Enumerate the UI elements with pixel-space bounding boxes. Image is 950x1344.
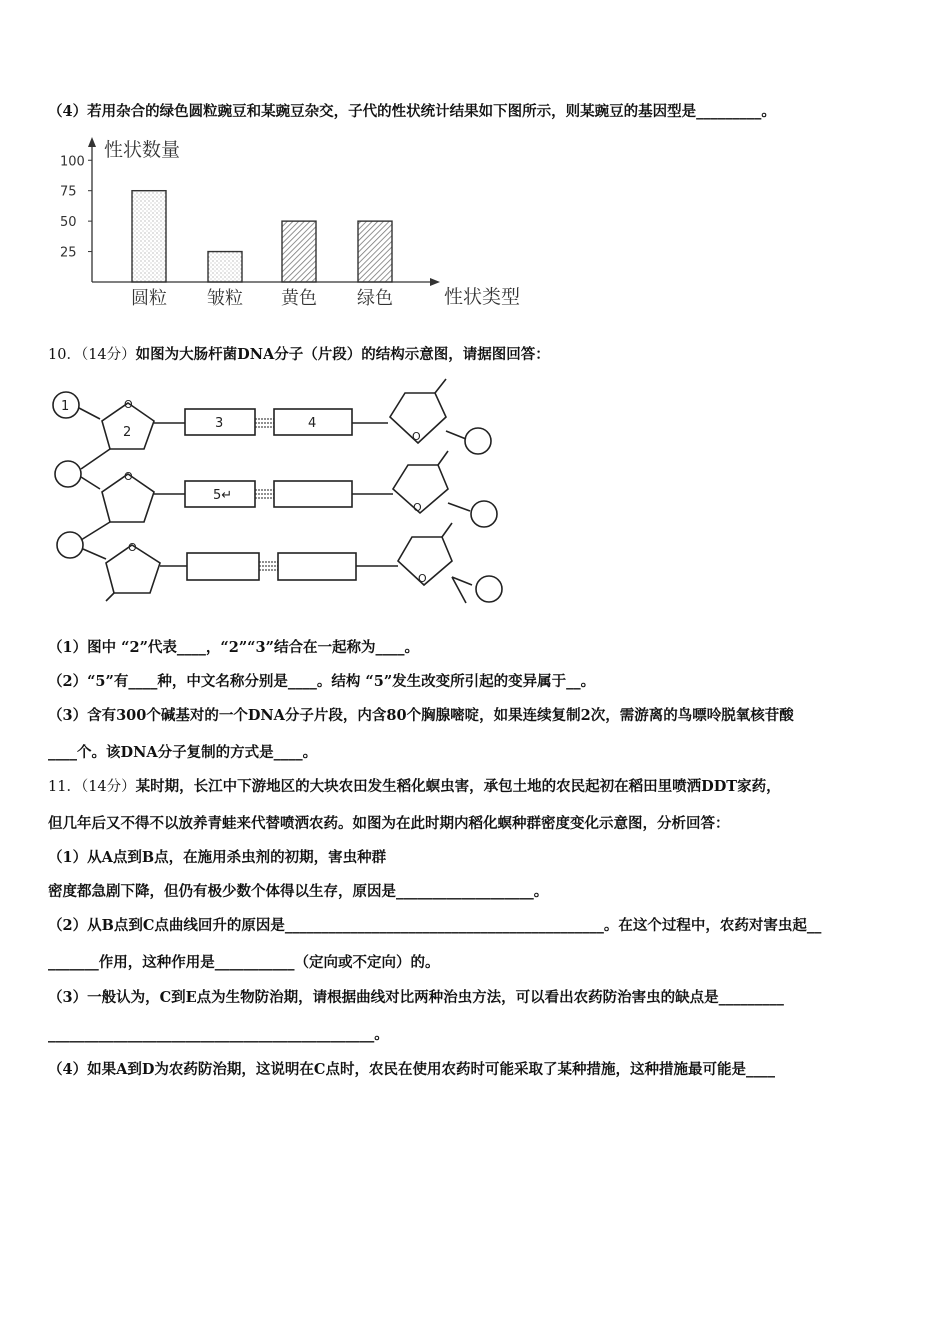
oxygen-6: O: [418, 572, 427, 585]
y-tick-label: 75: [60, 184, 77, 200]
q9-part4: （4）若用杂合的绿色圆粒豌豆和某豌豆杂交，子代的性状统计结果如下图所示，则某豌豆的基因型是_________。: [48, 103, 776, 120]
x-axis-arrow: [430, 278, 440, 286]
q10-part2: （2）“5”有____种，中文名称分别是____。结构 “5”发生改变所引起的变异属于__。: [48, 673, 596, 690]
q10-part1: （1）图中 “2”代表____，“2”“3”结合在一起称为____。: [48, 639, 419, 656]
label-3: 3: [215, 416, 224, 431]
q10-stem-text: 如图为大肠杆菌DNA分子（片段）的结构示意图，请据图回答：: [135, 346, 550, 363]
oxygen-1: O: [124, 398, 133, 411]
q11-stem-a-text: 某时期，长江中下游地区的大块农田发生稻化螟虫害，承包土地的农民起初在稻田里喷洒DDT家药，: [135, 778, 781, 795]
q11-part1a: （1）从A点到B点，在施用杀虫剂的初期，害虫种群: [48, 849, 387, 866]
y-axis-label: 性状数量: [104, 139, 181, 161]
q11-part2a: （2）从B点到C点曲线回升的原因是____________________________________________。在这个过程中，农药对害虫起__: [48, 917, 822, 934]
category-labels: [131, 288, 393, 309]
label-4: 4: [308, 416, 317, 431]
q10-part3b: ____个。该DNA分子复制的方式是____。: [48, 744, 318, 761]
q11-stem-a: [48, 777, 781, 797]
q11-score: （14分）: [80, 779, 136, 795]
q10-number: 10．: [48, 347, 81, 363]
q11-part3b: _____________________________________________。: [48, 1026, 389, 1043]
bar-4: [358, 221, 392, 282]
y-axis-arrow: [88, 137, 96, 147]
oxygen-5: O: [128, 541, 137, 554]
category-label-1: 圆粒: [131, 288, 167, 309]
q11-part1b: 密度都急剧下降，但仍有极少数个体得以生存，原因是___________________。: [48, 883, 549, 900]
q11-number: 11．: [48, 779, 81, 795]
category-label-3: 黄色: [281, 288, 317, 309]
bar-1: [132, 191, 166, 282]
oxygen-4: O: [413, 501, 422, 514]
category-label-4: 绿色: [357, 288, 393, 309]
label-1: 1: [61, 399, 70, 414]
q10-part3a: （3）含有300个碱基对的一个DNA分子片段，内含80个胸腺嘧啶，如果连续复制2次，需游离的鸟嘌呤脱氧核苷酸: [48, 707, 794, 724]
oxygen-3: O: [124, 470, 133, 483]
y-tick-label: 50: [60, 215, 77, 231]
y-tick-label: 25: [60, 245, 77, 261]
y-ticks: [60, 154, 92, 260]
q11-part3a: （3）一般认为，C到E点为生物防治期，请根据曲线对比两种治虫方法，可以看出农药防治害虫的缺点是_________: [48, 989, 784, 1006]
label-2: 2: [123, 425, 132, 440]
q11-stem-b: 但几年后又不得不以放养青蛙来代替喷洒农药。如图为在此时期内稻化螟种群密度变化示意图，分析回答：: [48, 815, 730, 832]
bar-3: [282, 221, 316, 282]
x-axis-label: 性状类型: [444, 286, 521, 308]
label-5: 5↵: [213, 488, 233, 503]
q11-part4: （4）如果A到D为农药防治期，这说明在C点时，农民在使用农药时可能采取了某种措施，这种措施最可能是____: [48, 1061, 775, 1078]
bars: [132, 191, 392, 282]
oxygen-2: O: [412, 430, 421, 443]
trait-bar-chart: [48, 132, 548, 312]
category-label-2: 皱粒: [207, 288, 243, 309]
q10-score: （14分）: [80, 347, 136, 363]
dna-structure-diagram: [48, 377, 518, 607]
q11-part2b: _______作用，这种作用是___________（定向或不定向）的。: [48, 954, 440, 971]
y-tick-label: 100: [60, 154, 85, 170]
bar-2: [208, 252, 242, 282]
q10-stem: [48, 345, 550, 365]
